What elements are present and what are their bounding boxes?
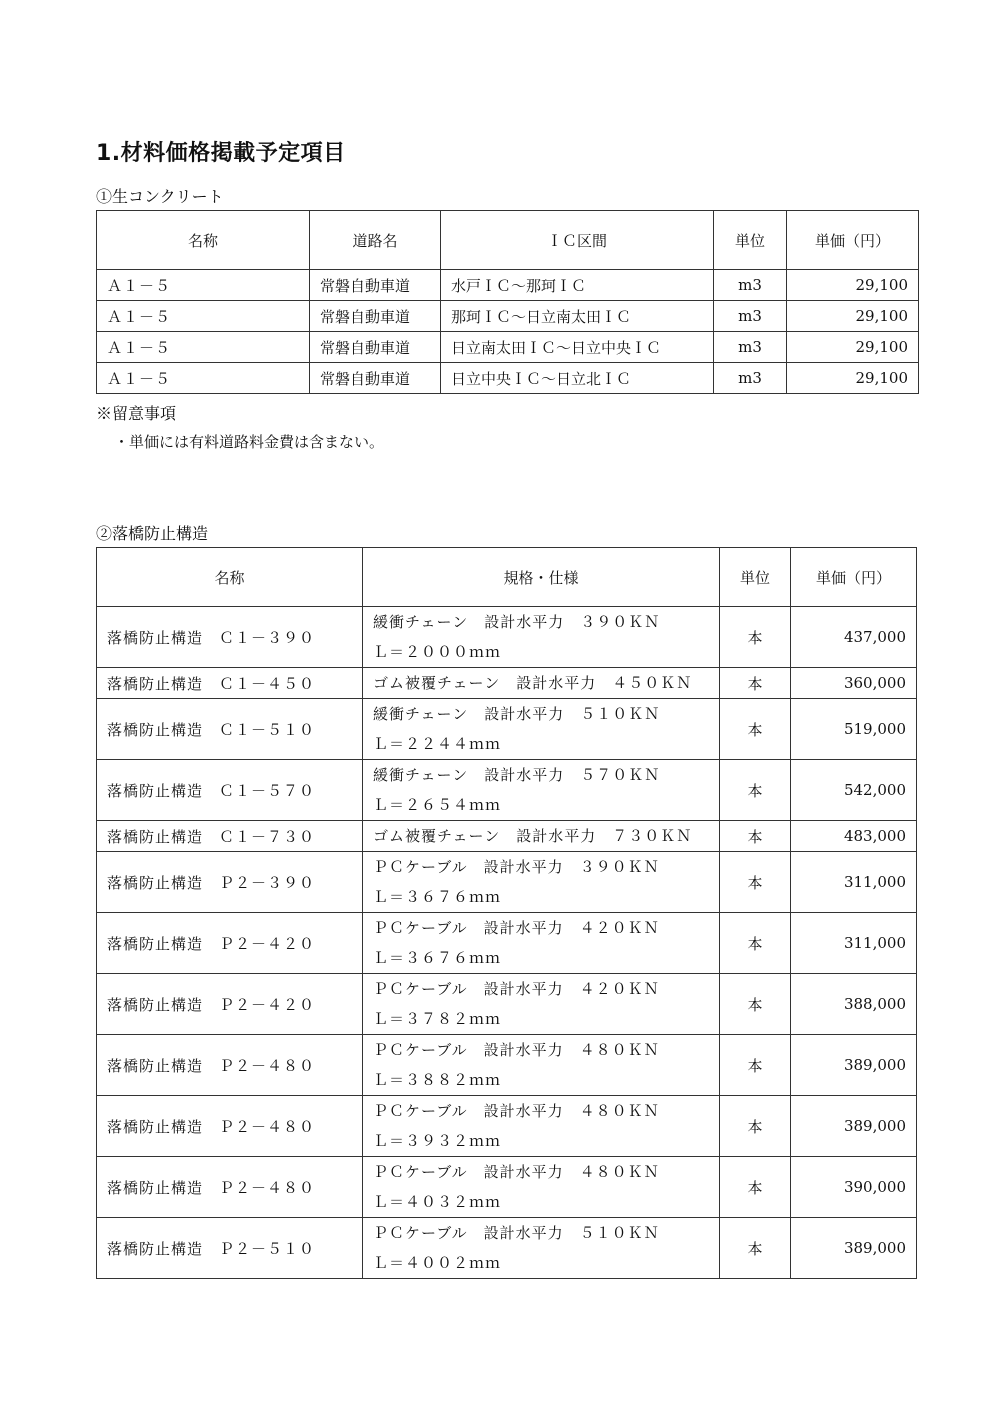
cell-price: 389,000 [791, 1035, 917, 1096]
cell-spec [363, 1157, 720, 1218]
spec-line-2: Ｌ＝４０３２ｍｍ [373, 1193, 502, 1211]
bridge-fall-prevention-table [96, 547, 917, 1279]
cell-spec [363, 699, 720, 760]
table-row [97, 913, 917, 974]
cell-price: 29,100 [787, 332, 919, 363]
cell-unit: 本 [720, 852, 791, 913]
table-row [97, 852, 917, 913]
table-header-row [97, 548, 917, 607]
table-row [97, 1218, 917, 1279]
cell-spec [363, 668, 720, 699]
cell-spec [363, 821, 720, 852]
cell-unit: 本 [720, 1157, 791, 1218]
cell-unit: m3 [714, 270, 787, 301]
cell-name: 落橋防止構造 Ｃ１－４５０ [97, 668, 363, 699]
table-row [97, 821, 917, 852]
cell-price: 389,000 [791, 1218, 917, 1279]
cell-unit: m3 [714, 363, 787, 394]
column-header-name: 名称 [97, 211, 310, 270]
cell-price: 29,100 [787, 270, 919, 301]
spec-line-2: Ｌ＝３８８２ｍｍ [373, 1071, 502, 1089]
column-header-ic-section: ＩＣ区間 [441, 211, 714, 270]
table-row [97, 270, 919, 301]
spec-line-1: ＰＣケーブル 設計水平力 ５１０ＫＮ [373, 1224, 660, 1242]
cell-name: Ａ１－５ [97, 301, 310, 332]
cell-price: 483,000 [791, 821, 917, 852]
spec-line-1: 緩衝チェーン 設計水平力 ５１０ＫＮ [373, 705, 661, 723]
cell-price: 29,100 [787, 363, 919, 394]
spec-line-1: ＰＣケーブル 設計水平力 ４８０ＫＮ [373, 1041, 660, 1059]
cell-price: 390,000 [791, 1157, 917, 1218]
cell-unit: 本 [720, 668, 791, 699]
cell-name: 落橋防止構造 Ｐ２－４２０ [97, 974, 363, 1035]
note-text: ・単価には有料道路料金費は含まない。 [114, 433, 385, 451]
cell-unit: m3 [714, 332, 787, 363]
cell-unit: 本 [720, 821, 791, 852]
cell-spec [363, 760, 720, 821]
cell-ic-section: 日立中央ＩＣ～日立北ＩＣ [441, 363, 714, 394]
cell-name: 落橋防止構造 Ｐ２－４８０ [97, 1096, 363, 1157]
cell-price: 519,000 [791, 699, 917, 760]
spec-line-1: 緩衝チェーン 設計水平力 ５７０ＫＮ [373, 766, 661, 784]
cell-unit: 本 [720, 760, 791, 821]
spec-line-1: ＰＣケーブル 設計水平力 ４８０ＫＮ [373, 1102, 660, 1120]
table-row [97, 332, 919, 363]
cell-price: 437,000 [791, 607, 917, 668]
spec-line-1: ＰＣケーブル 設計水平力 ４２０ＫＮ [373, 980, 660, 998]
cell-price: 360,000 [791, 668, 917, 699]
table-row [97, 607, 917, 668]
cell-unit: 本 [720, 1218, 791, 1279]
cell-name: 落橋防止構造 Ｐ２－３９０ [97, 852, 363, 913]
cell-spec [363, 1096, 720, 1157]
cell-spec [363, 974, 720, 1035]
table-header-row [97, 211, 919, 270]
cell-unit: 本 [720, 699, 791, 760]
notes-title: ※留意事項 [96, 404, 177, 423]
cell-road: 常磐自動車道 [310, 301, 441, 332]
column-header-unit: 単位 [714, 211, 787, 270]
cell-ic-section: 水戸ＩＣ～那珂ＩＣ [441, 270, 714, 301]
cell-name: Ａ１－５ [97, 363, 310, 394]
cell-price: 388,000 [791, 974, 917, 1035]
column-header-price: 単価（円） [787, 211, 919, 270]
column-header-price: 単価（円） [791, 548, 917, 607]
cell-spec [363, 1218, 720, 1279]
cell-name: 落橋防止構造 Ｐ２－４８０ [97, 1035, 363, 1096]
cell-unit: 本 [720, 1096, 791, 1157]
spec-line-1: ＰＣケーブル 設計水平力 ３９０ＫＮ [373, 858, 660, 876]
cell-price: 542,000 [791, 760, 917, 821]
cell-name: 落橋防止構造 Ｃ１－３９０ [97, 607, 363, 668]
cell-price: 311,000 [791, 852, 917, 913]
cell-name: Ａ１－５ [97, 270, 310, 301]
column-header-road: 道路名 [310, 211, 441, 270]
cell-name: 落橋防止構造 Ｃ１－７３０ [97, 821, 363, 852]
column-header-spec: 規格・仕様 [363, 548, 720, 607]
cell-spec [363, 607, 720, 668]
spec-line-2: Ｌ＝３６７６ｍｍ [373, 949, 502, 967]
spec-line-2: Ｌ＝３６７６ｍｍ [373, 888, 502, 906]
column-header-name: 名称 [97, 548, 363, 607]
spec-line-1: ＰＣケーブル 設計水平力 ４８０ＫＮ [373, 1163, 660, 1181]
spec-line-2: Ｌ＝３９３２ｍｍ [373, 1132, 502, 1150]
spec-line-1: ＰＣケーブル 設計水平力 ４２０ＫＮ [373, 919, 660, 937]
cell-spec [363, 913, 720, 974]
cell-price: 29,100 [787, 301, 919, 332]
table-row [97, 974, 917, 1035]
cell-unit: 本 [720, 974, 791, 1035]
cell-unit: 本 [720, 1035, 791, 1096]
spec-line-2: Ｌ＝２０００ｍｍ [373, 643, 502, 661]
cell-unit: m3 [714, 301, 787, 332]
table-row [97, 1096, 917, 1157]
spec-line-2: Ｌ＝２２４４ｍｍ [373, 735, 502, 753]
cell-name: 落橋防止構造 Ｃ１－５７０ [97, 760, 363, 821]
section-heading-concrete: ①生コンクリート [96, 187, 224, 206]
table-row [97, 699, 917, 760]
cell-spec [363, 1035, 720, 1096]
cell-unit: 本 [720, 913, 791, 974]
concrete-price-table [96, 210, 919, 394]
cell-spec [363, 852, 720, 913]
cell-name: 落橋防止構造 Ｃ１－５１０ [97, 699, 363, 760]
table-row [97, 1157, 917, 1218]
spec-line-1: 緩衝チェーン 設計水平力 ３９０ＫＮ [373, 613, 661, 631]
table-row [97, 301, 919, 332]
table-row [97, 668, 917, 699]
cell-ic-section: 日立南太田ＩＣ～日立中央ＩＣ [441, 332, 714, 363]
section-heading-bridge-fall-prevention: ②落橋防止構造 [96, 524, 209, 543]
cell-name: 落橋防止構造 Ｐ２－４８０ [97, 1157, 363, 1218]
page-title: 1.材料価格掲載予定項目 [96, 141, 346, 166]
spec-line-2: Ｌ＝２６５４ｍｍ [373, 796, 502, 814]
spec-line-1: ゴム被覆チェーン 設計水平力 ７３０ＫＮ [373, 827, 693, 845]
spec-line-2: Ｌ＝４００２ｍｍ [373, 1254, 502, 1272]
cell-name: Ａ１－５ [97, 332, 310, 363]
cell-name: 落橋防止構造 Ｐ２－４２０ [97, 913, 363, 974]
cell-unit: 本 [720, 607, 791, 668]
cell-road: 常磐自動車道 [310, 332, 441, 363]
cell-name: 落橋防止構造 Ｐ２－５１０ [97, 1218, 363, 1279]
spec-line-1: ゴム被覆チェーン 設計水平力 ４５０ＫＮ [373, 674, 693, 692]
table-row [97, 760, 917, 821]
cell-price: 389,000 [791, 1096, 917, 1157]
cell-price: 311,000 [791, 913, 917, 974]
column-header-unit: 単位 [720, 548, 791, 607]
cell-road: 常磐自動車道 [310, 270, 441, 301]
cell-road: 常磐自動車道 [310, 363, 441, 394]
table-row [97, 1035, 917, 1096]
spec-line-2: Ｌ＝３７８２ｍｍ [373, 1010, 502, 1028]
table-row [97, 363, 919, 394]
cell-ic-section: 那珂ＩＣ～日立南太田ＩＣ [441, 301, 714, 332]
